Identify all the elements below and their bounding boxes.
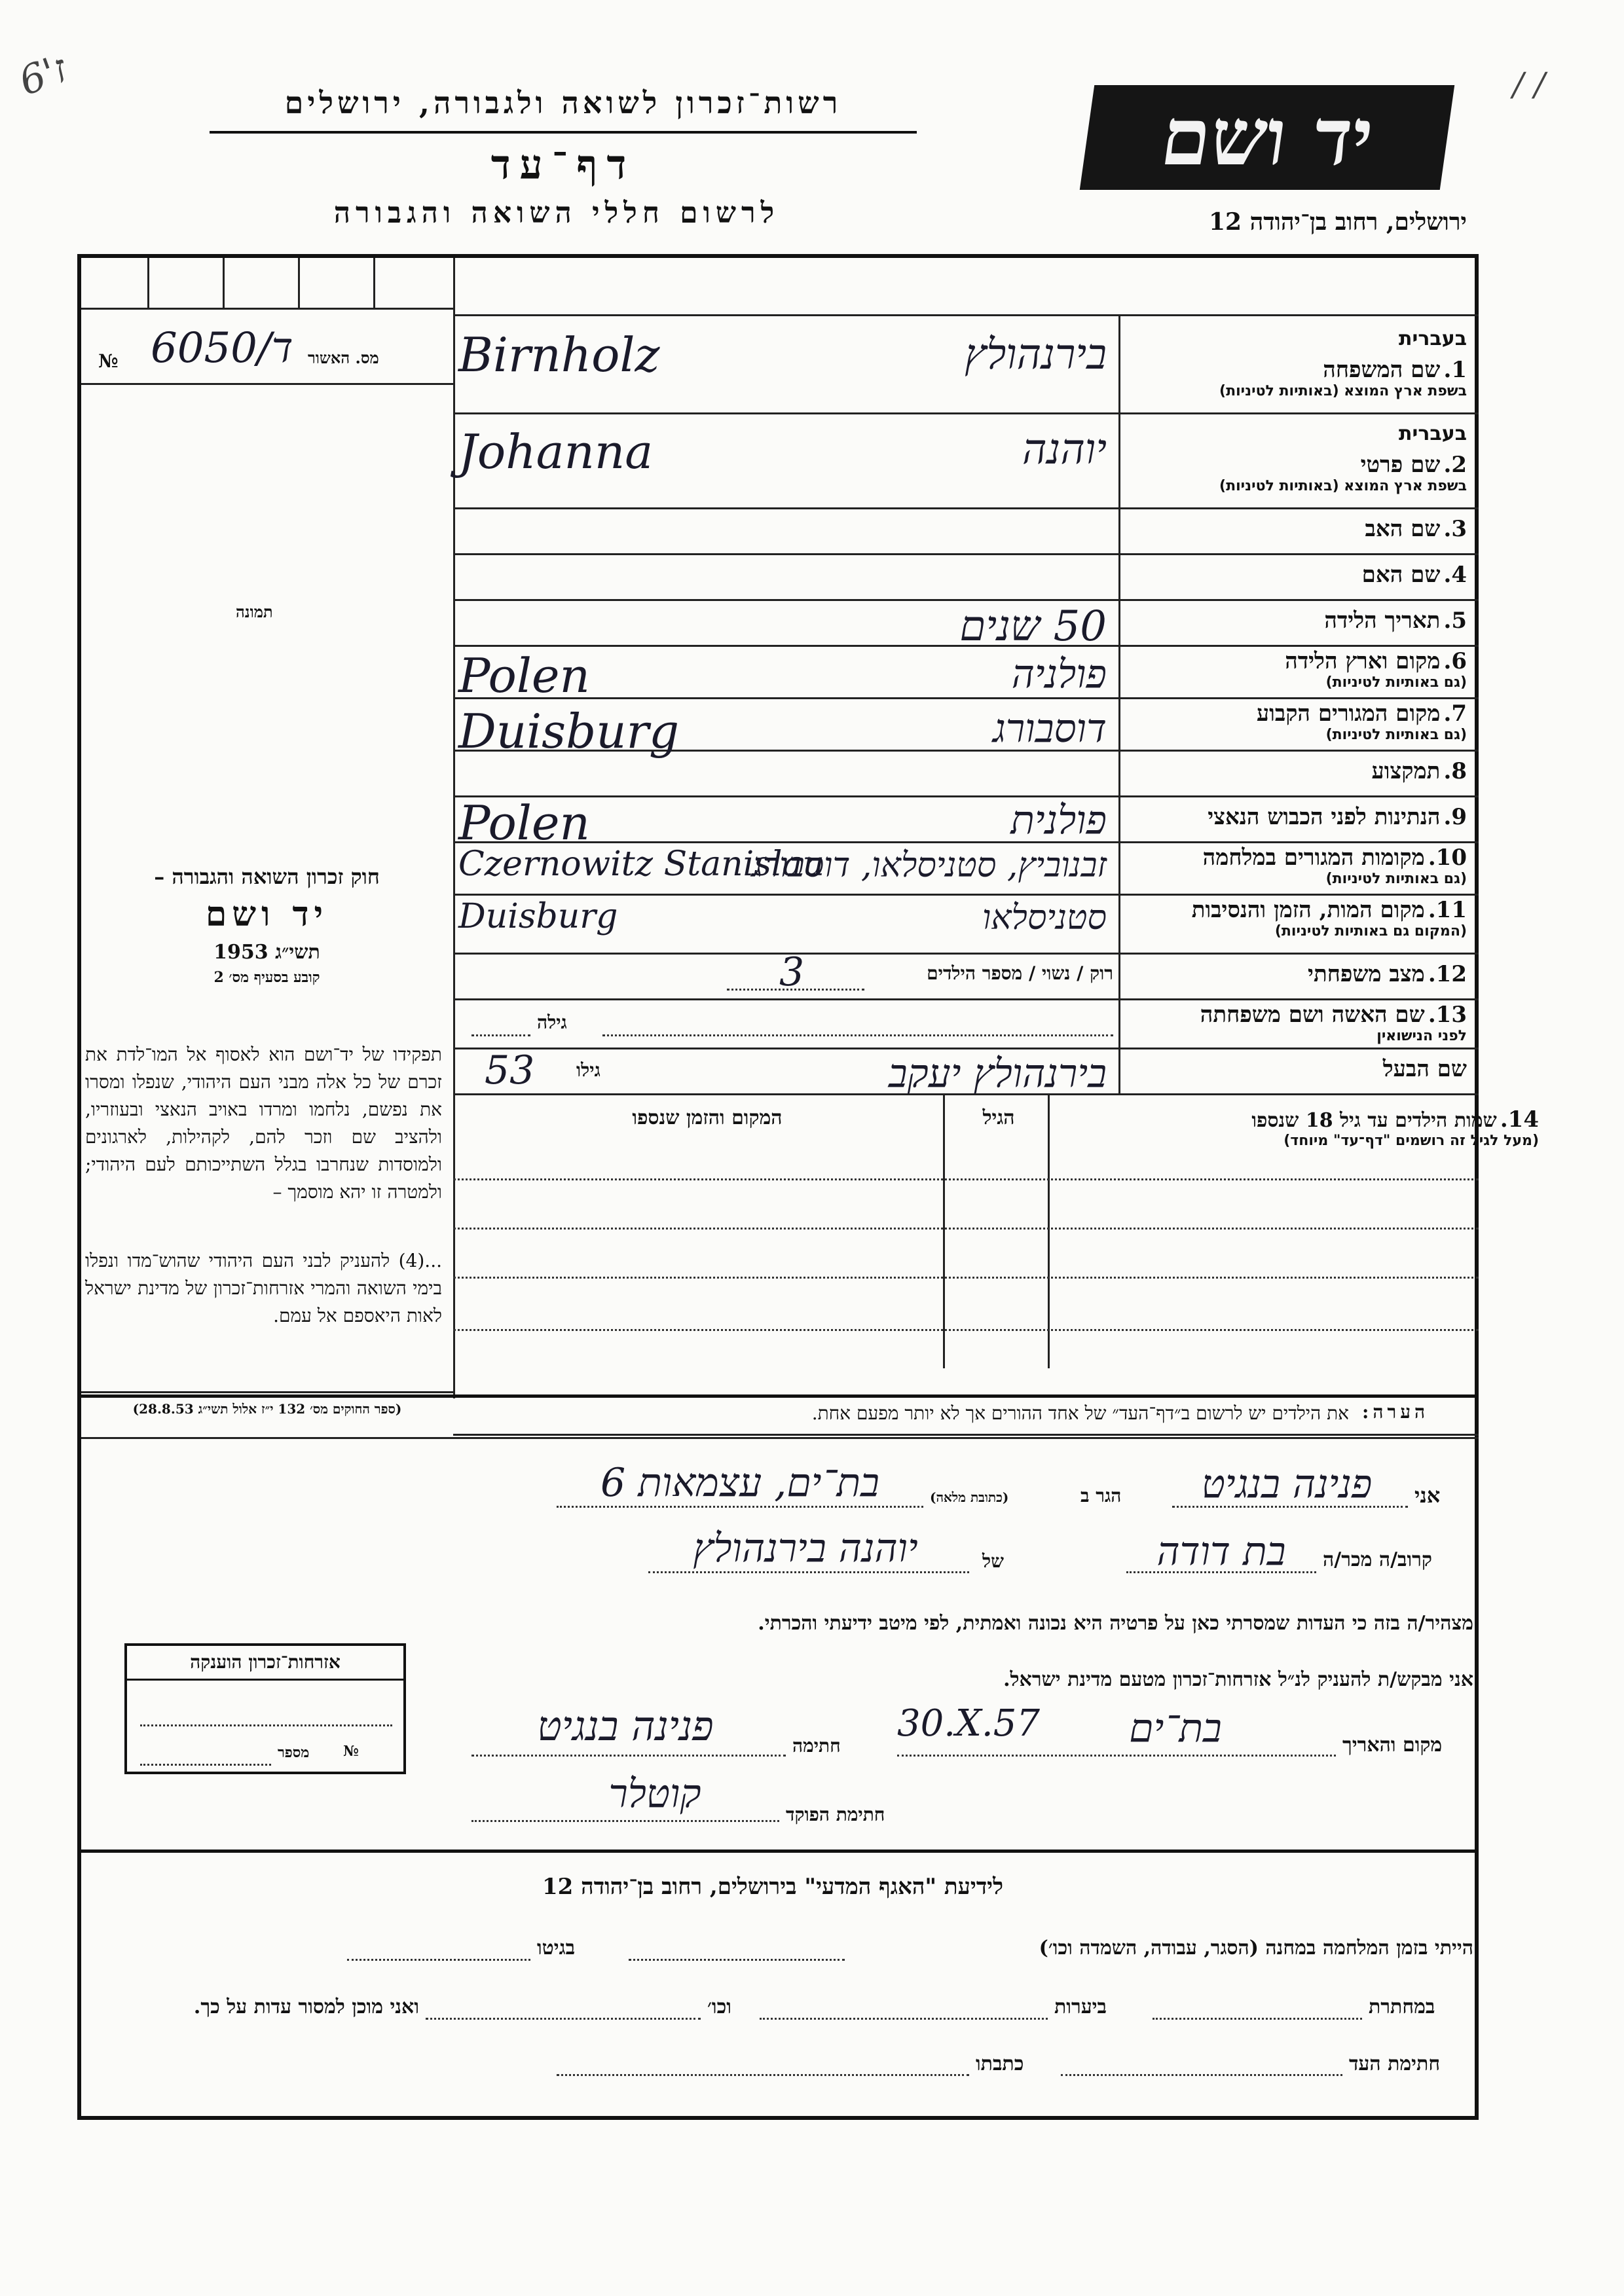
stamp-title: אזרחות־זכרון הוענקה bbox=[127, 1651, 403, 1681]
field-1-label: בעברית bbox=[1399, 327, 1467, 350]
husband-age-label: גילו bbox=[576, 1059, 600, 1081]
decl-i-value: פנינה בנגיט bbox=[1201, 1461, 1373, 1507]
field-4: 4. שם האם bbox=[1361, 562, 1467, 588]
bottom-line1-a: הייתי בזמן המלחמה במחנה (הסגר, עבודה, השמדה וכו׳) bbox=[1039, 1937, 1473, 1959]
decl-lives-label: הגר ב bbox=[1080, 1485, 1122, 1506]
wartime-latin: Czernowitz Stanislau bbox=[458, 845, 825, 884]
stamp-number-label: מספר bbox=[278, 1744, 310, 1761]
decl-address-value: בת־ים, עצמאות 6 bbox=[600, 1460, 879, 1506]
law-para-2: ...(4) להעניק לבני העם היהודי שהוש־מדו ונפלו בימי השואה והמרי אזרחות־זכרון של מדינת ישראל לאות היאספם אל עמם. bbox=[85, 1250, 442, 1326]
children-place-label: המקום והזמן שנספו bbox=[632, 1106, 783, 1129]
corner-mark-right: / / bbox=[1513, 65, 1545, 103]
birth-date-value: 50 שנים bbox=[959, 602, 1107, 651]
corner-mark-left: ז'6 bbox=[13, 45, 73, 105]
decl-place-value: בת־ים bbox=[1129, 1705, 1222, 1751]
field-8: 8. תמקצוע bbox=[1371, 758, 1467, 784]
note-label: הערה: bbox=[1362, 1401, 1430, 1423]
field-14: 14. שמות הילדים עד גיל 18 שנספו (מעל לגיל זה רושמים "דף־עד" מיוחד) bbox=[1251, 1106, 1539, 1149]
decl-date-value: 30.X.57 bbox=[897, 1702, 1040, 1745]
nationality-hebrew: פולנית bbox=[1010, 797, 1107, 843]
law-name: יד ושם bbox=[205, 894, 329, 934]
bottom-line1-b: בגיטו bbox=[537, 1937, 576, 1959]
decl-request: אני מבקש/ת להעניק לנ״ל אזרחות־זכרון מטעם מדינת ישראל. bbox=[1003, 1668, 1473, 1691]
law-citation: (ספר החוקים מס׳ 132 י״ז אלול תשי״ג 28.8.53) bbox=[132, 1401, 402, 1417]
approval-no-label: № bbox=[98, 350, 119, 372]
death-latin: Duisburg bbox=[458, 897, 618, 936]
bottom-line3-a: חתימת העד bbox=[1349, 2052, 1441, 2075]
death-hebrew: סטניסלאו bbox=[982, 898, 1107, 938]
form-subtitle: לרשום חללי השואה והגבורה bbox=[333, 196, 780, 230]
children-count-label: רוק / נשוי / מספר הילדים bbox=[927, 962, 1113, 984]
field-1: 1. שם המשפחה בשפת ארץ המוצא (באותיות לטיניות) bbox=[1219, 357, 1467, 399]
field-6: 6. מקום וארץ הלידה (גם באותיות לטיניות) bbox=[1285, 648, 1467, 691]
husband-name: בירנהולץ יעקב bbox=[888, 1051, 1107, 1097]
header-address: ירושלים, רחוב בן־יהודה 12 bbox=[1208, 208, 1467, 236]
birth-place-hebrew: פולניה bbox=[1011, 651, 1107, 697]
decl-full-address: (כתובת מלאה) bbox=[930, 1489, 1009, 1505]
field-5: 5. תאריך הלידה bbox=[1324, 608, 1467, 634]
decl-relative-value: בת דודה bbox=[1156, 1529, 1286, 1575]
surname-hebrew: בירנהולץ bbox=[964, 331, 1107, 379]
decl-i-label: אני bbox=[1414, 1483, 1441, 1508]
decl-of-label: של bbox=[982, 1550, 1004, 1572]
bottom-line2-a: במחתרת bbox=[1369, 1995, 1435, 2018]
decl-officer-value: קוטלר bbox=[608, 1771, 701, 1817]
field-2-label: בעברית bbox=[1399, 422, 1467, 445]
law-sidebar bbox=[85, 864, 449, 986]
yad-vashem-logo: יד ושם bbox=[1080, 85, 1454, 190]
photo-label: תמונה bbox=[236, 602, 273, 621]
birth-place-latin: Polen bbox=[458, 648, 590, 703]
decl-place-date-label: מקום והאריך bbox=[1342, 1734, 1443, 1757]
decl-officer-label: חתימת הפוקד bbox=[786, 1804, 885, 1825]
bottom-title: לידיעת "האגף המדעי" בירושלים, רחוב בן־יהודה 12 bbox=[542, 1874, 1003, 1900]
form-title: דף־עד bbox=[490, 141, 636, 189]
given-latin: Johanna bbox=[458, 424, 654, 479]
wartime-hebrew: זבנוביץ, סטניסלאו, דוסבורג bbox=[751, 846, 1107, 885]
law-para-1: תפקידו של יד־ושם הוא לאסוף אל המו־לדת את זכרם של כל אלה מבני העם היהודי, שנפלו ומסרו את נפשם, נלחמו ומרדו באויב הנאצי ובעוזריו, ולהציב שם וזכר להם, לקהילות, לארגונים ולמוסדות שנחרבו בגלל השתייכותם לעם היהודי; ולמטרה זו יהא מוסמך – bbox=[85, 1044, 442, 1203]
decl-of-value: יוהנה בירנהולץ bbox=[693, 1525, 918, 1571]
field-7: 7. מקום המגורים הקבוע (גם באותיות לטיניות) bbox=[1256, 701, 1467, 743]
surname-latin: Birnholz bbox=[458, 327, 660, 382]
bottom-line2-d: ואני מוכן למסור עדות על כך. bbox=[193, 1995, 419, 2018]
decl-statement: מצהיר/ה בזה כי העדות שמסרתי כאן על פרטיה היא נכונה ואמתית, לפי מיטב ידיעתי והכרתי. bbox=[758, 1612, 1473, 1635]
field-3: 3. שם האב bbox=[1365, 516, 1467, 542]
citizenship-stamp-box bbox=[124, 1643, 406, 1774]
field-10: 10. מקומות המגורים במלחמה (גם באותיות לטיניות) bbox=[1202, 845, 1467, 887]
decl-relative-label: קרוב/ה מכר/ה bbox=[1323, 1548, 1432, 1571]
bottom-line3-b: כתבתו bbox=[976, 2052, 1024, 2075]
approval-number: 6050/ד bbox=[151, 324, 293, 373]
husband-age: 53 bbox=[485, 1048, 535, 1093]
stamp-no: № bbox=[343, 1743, 359, 1760]
residence-hebrew: דוסבורג bbox=[993, 706, 1107, 752]
field-2: 2. שם פרטי בשפת ארץ המוצא (באותיות לטיניות) bbox=[1219, 452, 1467, 494]
children-count: 3 bbox=[779, 949, 805, 995]
husband-label: שם הבעל bbox=[1382, 1056, 1467, 1082]
field-9: 9. הנתינות לפני הכבוש הנאצי bbox=[1208, 804, 1467, 830]
bottom-line2-b: ביערות bbox=[1054, 1995, 1107, 2018]
note-text: את הילדים יש לרשום ב״דף־העד״ של אחד ההורים אך לא יותר מפעם אחת. bbox=[811, 1402, 1349, 1424]
bottom-line2-c: וכו׳ bbox=[707, 1995, 731, 2018]
given-hebrew: יוהנה bbox=[1022, 426, 1107, 474]
field-13: 13. שם האשה ושם משפחתה לפני הנישואין bbox=[1200, 1002, 1467, 1044]
law-title: חוק זכרון השואה והגבורה – bbox=[154, 864, 380, 889]
approval-label: מס. האשור bbox=[308, 348, 379, 367]
field-12: 12. מצב משפחתי bbox=[1308, 961, 1467, 987]
law-clause: קובע בסעיף מס׳ 2 bbox=[213, 969, 320, 986]
children-age-label: הגיל bbox=[982, 1106, 1015, 1129]
decl-signature-value: פנינה בנגיט bbox=[537, 1702, 714, 1750]
wife-age-label: גילה bbox=[537, 1011, 567, 1033]
residence-latin: Duisburg bbox=[458, 704, 680, 759]
decl-signature-label: חתימה bbox=[792, 1735, 841, 1757]
nationality-latin: Polen bbox=[458, 795, 590, 850]
field-11: 11. מקום המות, הזמן והנסיבות (המקום גם באותיות לטיניות) bbox=[1191, 897, 1467, 939]
authority-title: רשות־זכרון לשואה ולגבורה, ירושלים bbox=[284, 85, 842, 120]
law-year: תשי״ג 1953 bbox=[213, 941, 320, 964]
